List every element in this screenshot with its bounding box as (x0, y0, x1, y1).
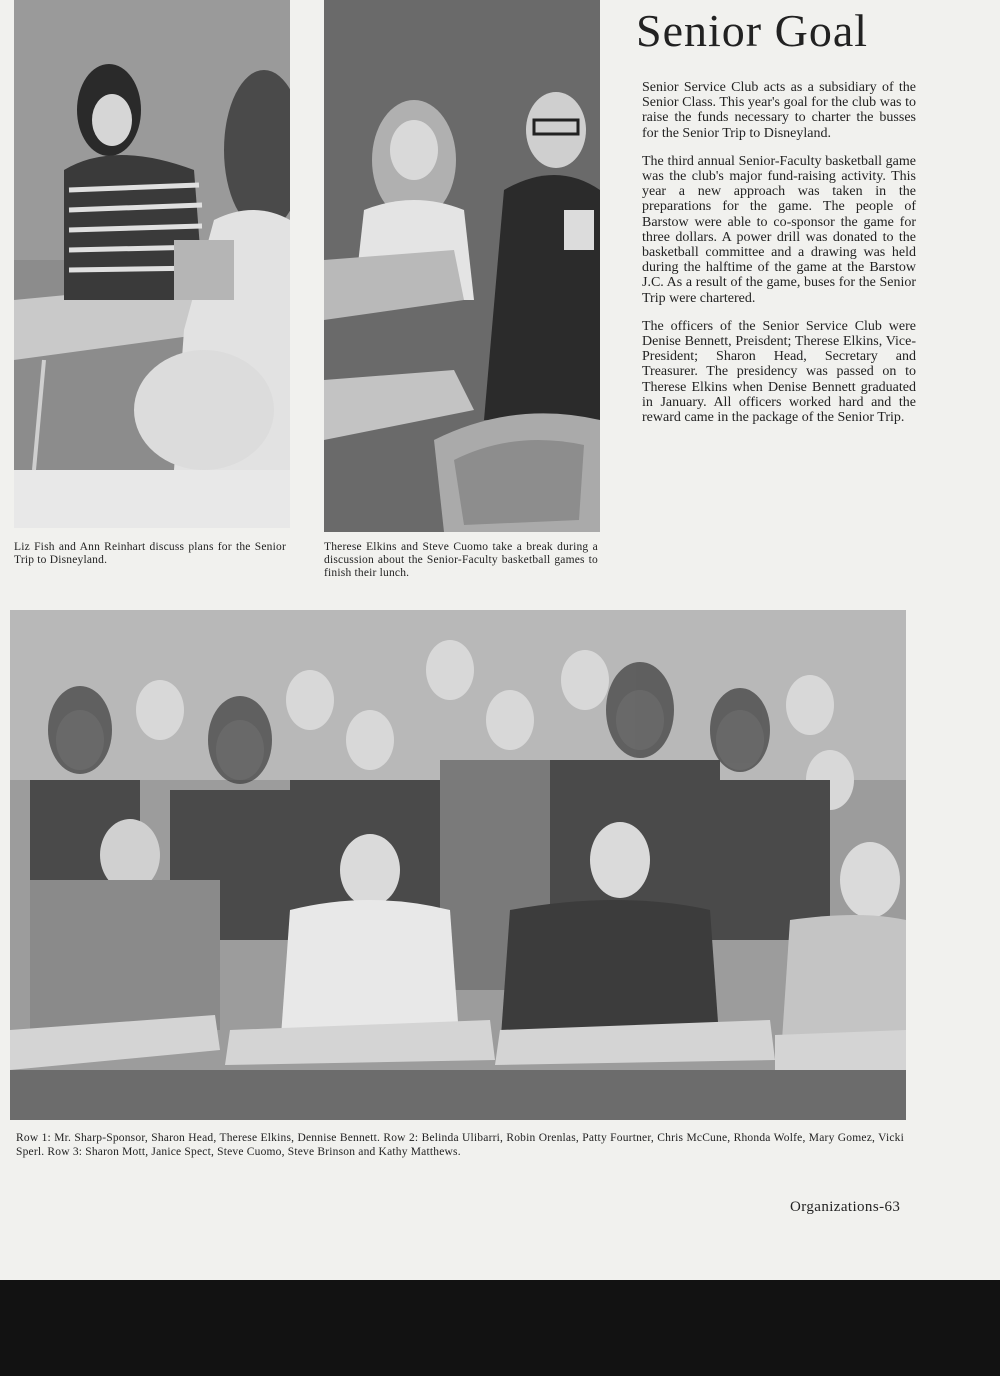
photo-senior-service-club-group (10, 610, 906, 1120)
article-body (642, 80, 916, 438)
photo-two-students-lunch (324, 0, 600, 532)
scanner-edge (0, 1280, 1000, 1376)
article-paragraph: Senior Service Club acts as a subsidiary of the Senior Class. This year's goal for the club was to raise the funds necessary to charter the busses for the Senior Trip to Disneyland. (642, 80, 916, 141)
photo-two-girls-discussing (14, 0, 290, 528)
caption-left-photo: Liz Fish and Ann Reinhart discuss plans for the Senior Trip to Disneyland. (14, 541, 286, 566)
article-paragraph: The third annual Senior-Faculty basketball game was the club's major fund-raising activity. This year a new approach was taken in the preparations for the game. The people of Barstow were able to co-sponsor the game for three dollars. A power drill was donated to the basketball committee and a drawing was held during the halftime of the game at the Barstow J.C. As a result of the game, buses for the Senior Trip were chartered. (642, 153, 916, 306)
page-title: Senior Goal (636, 5, 869, 56)
article-paragraph: The officers of the Senior Service Club were Denise Bennett, Preisdent; Therese Elkins, Vice-President; Sharon Head, Secretary and Treasurer. The presidency was passed on to Therese Elkins when Denise Bennett graduated in January. All officers worked hard and the reward came in the package of the Senior Trip. (642, 318, 916, 426)
page-number: Organizations-63 (790, 1199, 901, 1215)
caption-middle-photo: Therese Elkins and Steve Cuomo take a break during a discussion about the Senior-Faculty basketball games to finish their lunch. (324, 541, 598, 579)
caption-group-photo: Row 1: Mr. Sharp-Sponsor, Sharon Head, Therese Elkins, Dennise Bennett. Row 2: Belinda Ulibarri, Robin Orenlas, Patty Fourtner, Chris McCune, Rhonda Wolfe, Mary Gomez, Vicki Sperl. Row 3: Sharon Mott, Janice Spect, Steve Cuomo, Steve Brinson and Kathy Matthews. (16, 1132, 904, 1158)
